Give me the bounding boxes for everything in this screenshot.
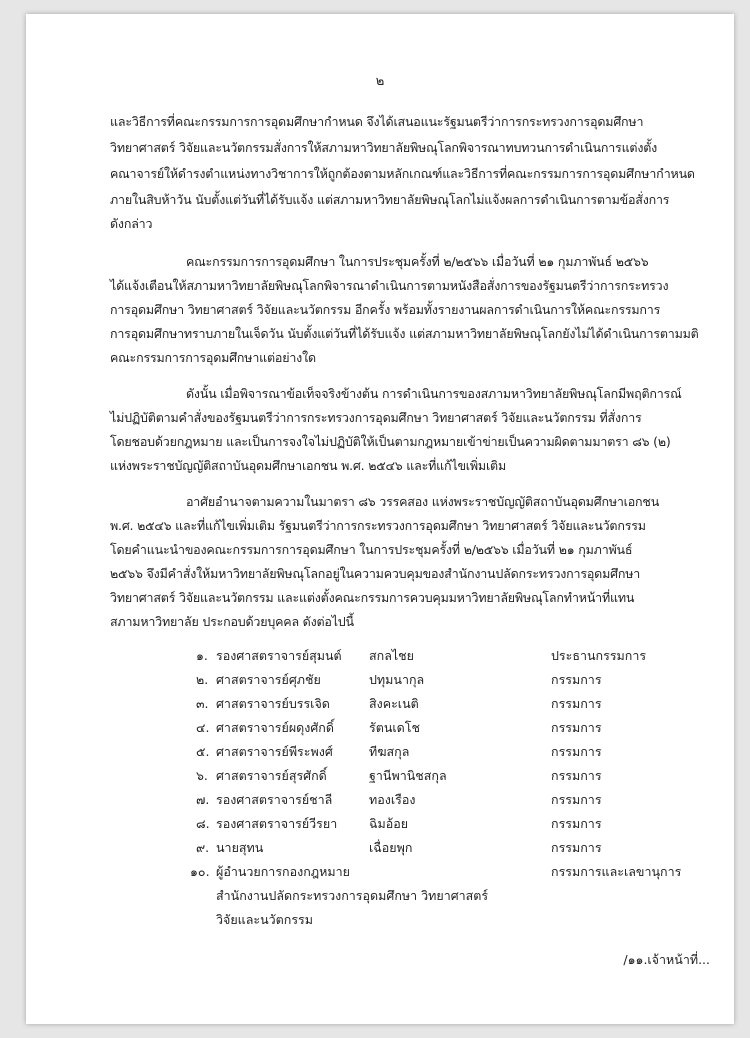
paragraph-line: พ.ศ. ๒๕๔๖ และที่แก้ไขเพิ่มเติม รัฐมนตรีว่าการกระทรวงการอุดมศึกษา วิทยาศาสตร์ วิจัยและนวัตกรรม xyxy=(110,518,646,533)
member-name: ศาสตราจารย์สุรศักดิ์ xyxy=(216,768,327,783)
paragraph-line: คณะกรรมการการอุดมศึกษา ในการประชุมครั้งที่ ๒/๒๕๖๖ เมื่อวันที่ ๒๑ กุมภาพันธ์ ๒๕๖๖ xyxy=(186,254,649,269)
page-number: ๒ xyxy=(375,74,385,89)
paragraph-line: คณะกรรมการการอุดมศึกษาแต่อย่างใด xyxy=(110,350,316,365)
member-surname: ทองเรือง xyxy=(369,792,416,807)
member-name: ผู้อำนวยการกองกฎหมาย xyxy=(216,864,351,879)
member-name: ศาสตราจารย์บรรเจิด xyxy=(216,696,330,711)
paragraph-line: การอุดมศึกษา วิทยาศาสตร์ วิจัยและนวัตกรรม อีกครั้ง พร้อมทั้งรายงานผลการดำเนินการให้คณะกรรมการ xyxy=(110,302,661,317)
member-number: ๖. xyxy=(196,768,208,783)
member-role: กรรมการ xyxy=(551,744,602,759)
member-role: กรรมการและเลขานุการ xyxy=(551,864,682,879)
member-surname: ฐานีพานิชสกุล xyxy=(369,768,447,783)
member-name: นายสุทน xyxy=(216,840,264,855)
member-name: รองศาสตราจารย์วีรยา xyxy=(216,816,338,831)
paragraph-line: คณาจารย์ให้ดำรงตำแหน่งทางวิชาการให้ถูกต้องตามหลักเกณฑ์และวิธีการที่คณะกรรมการการอุดมศึกษากำหนด xyxy=(110,166,695,181)
paragraph-line: โดยคำแนะนำของคณะกรรมการการอุดมศึกษา ในการประชุมครั้งที่ ๒/๒๕๖๖ เมื่อวันที่ ๒๑ กุมภาพันธ์ xyxy=(110,542,633,557)
member-role: กรรมการ xyxy=(551,672,602,687)
member-surname: รัตนเดโช xyxy=(369,720,420,735)
paragraph-line: อาศัยอำนาจตามความในมาตรา ๘๖ วรรคสอง แห่งพระราชบัญญัติสถาบันอุดมศึกษาเอกชน xyxy=(186,494,660,509)
member-surname: ฉิมอ้อย xyxy=(369,816,409,831)
member-name: ศาสตราจารย์ศุภชัย xyxy=(216,672,321,687)
member-surname: ทีฆสกุล xyxy=(369,744,410,759)
member-number: ๕. xyxy=(196,744,210,759)
member-number: ๔. xyxy=(196,720,210,735)
member-surname: สกลไชย xyxy=(369,648,414,663)
member-surname: เฉื่อยพุก xyxy=(369,840,413,855)
paragraph-line: ดังนั้น เมื่อพิจารณาข้อเท็จจริงข้างต้น การดำเนินการของสภามหาวิทยาลัยพิษณุโลกมีพฤติการณ์ xyxy=(186,386,682,401)
member-10-affiliation-line: สำนักงานปลัดกระทรวงการอุดมศึกษา วิทยาศาสตร์ xyxy=(216,888,489,903)
member-role: ประธานกรรมการ xyxy=(551,648,647,663)
member-role: กรรมการ xyxy=(551,696,602,711)
paragraph-line: และวิธีการที่คณะกรรมการการอุดมศึกษากำหนด จึงได้เสนอแนะรัฐมนตรีว่าการกระทรวงการอุดมศึกษา xyxy=(110,114,644,129)
member-role: กรรมการ xyxy=(551,792,602,807)
member-number: ๘. xyxy=(196,816,210,831)
paragraph-line: แห่งพระราชบัญญัติสถาบันอุดมศึกษาเอกชน พ.ศ. ๒๕๔๖ และที่แก้ไขเพิ่มเติม xyxy=(110,458,506,473)
member-role: กรรมการ xyxy=(551,840,602,855)
member-surname: ปทุมนากุล xyxy=(369,672,425,687)
member-role: กรรมการ xyxy=(551,720,602,735)
member-number: ๓. xyxy=(196,696,209,711)
paragraph-line: การอุดมศึกษาทราบภายในเจ็ดวัน นับตั้งแต่วันที่ได้รับแจ้ง แต่สภามหาวิทยาลัยพิษณุโลกยังไม่ได้ดำเนินการตามมติ xyxy=(110,326,699,341)
paragraph-line: วิทยาศาสตร์ วิจัยและนวัตกรรม และแต่งตั้งคณะกรรมการควบคุมมหาวิทยาลัยพิษณุโลกทำหน้าที่แทน xyxy=(110,590,635,605)
member-number: ๗. xyxy=(196,792,210,807)
continuation-marker: /๑๑.เจ้าหน้าที่... xyxy=(623,952,710,967)
member-name: ศาสตราจารย์ผดุงศักดิ์ xyxy=(216,720,334,735)
member-number: ๑๐. xyxy=(190,864,210,879)
member-name: ศาสตราจารย์พีระพงศ์ xyxy=(216,744,333,759)
paragraph-line: ดังกล่าว xyxy=(110,216,153,231)
member-role: กรรมการ xyxy=(551,768,602,783)
member-number: ๒. xyxy=(196,672,209,687)
paragraph-line: โดยชอบด้วยกฎหมาย และเป็นการจงใจไม่ปฏิบัติให้เป็นตามกฎหมายเข้าข่ายเป็นความผิดตามมาตรา ๘๖ (๒) xyxy=(110,434,671,449)
paragraph-line: วิทยาศาสตร์ วิจัยและนวัตกรรมสั่งการให้สภามหาวิทยาลัยพิษณุโลกพิจารณาทบทวนการดำเนินการแต่งตั้ง xyxy=(110,140,658,155)
member-surname: สิงคะเนติ xyxy=(369,696,419,711)
member-name: รองศาสตราจารย์ชาลี xyxy=(216,792,333,807)
paragraph-line: ได้แจ้งเตือนให้สภามหาวิทยาลัยพิษณุโลกพิจารณาดำเนินการตามหนังสือสั่งการของรัฐมนตรีว่าการกระทรวง xyxy=(110,278,669,293)
member-role: กรรมการ xyxy=(551,816,602,831)
paragraph-line: สภามหาวิทยาลัย ประกอบด้วยบุคคล ดังต่อไปนี้ xyxy=(110,614,354,629)
paragraph-line: ๒๕๖๖ จึงมีคำสั่งให้มหาวิทยาลัยพิษณุโลกอยู่ในความควบคุมของสำนักงานปลัดกระทรวงการอุดมศึกษา xyxy=(110,566,641,581)
member-name: รองศาสตราจารย์สุมนต์ xyxy=(216,648,342,663)
paragraph-line: ภายในสิบห้าวัน นับตั้งแต่วันที่ได้รับแจ้ง แต่สภามหาวิทยาลัยพิษณุโลกไม่แจ้งผลการดำเนินการตามข้อสั่งการ xyxy=(110,192,670,207)
document-page xyxy=(26,14,734,1024)
member-number: ๙. xyxy=(196,840,210,855)
member-10-affiliation-line: วิจัยและนวัตกรรม xyxy=(216,912,314,927)
member-number: ๑. xyxy=(196,648,208,663)
paragraph-line: ไม่ปฏิบัติตามคำสั่งของรัฐมนตรีว่าการกระทรวงการอุดมศึกษา วิทยาศาสตร์ วิจัยและนวัตกรรม ที่สั่งการ xyxy=(110,410,642,425)
